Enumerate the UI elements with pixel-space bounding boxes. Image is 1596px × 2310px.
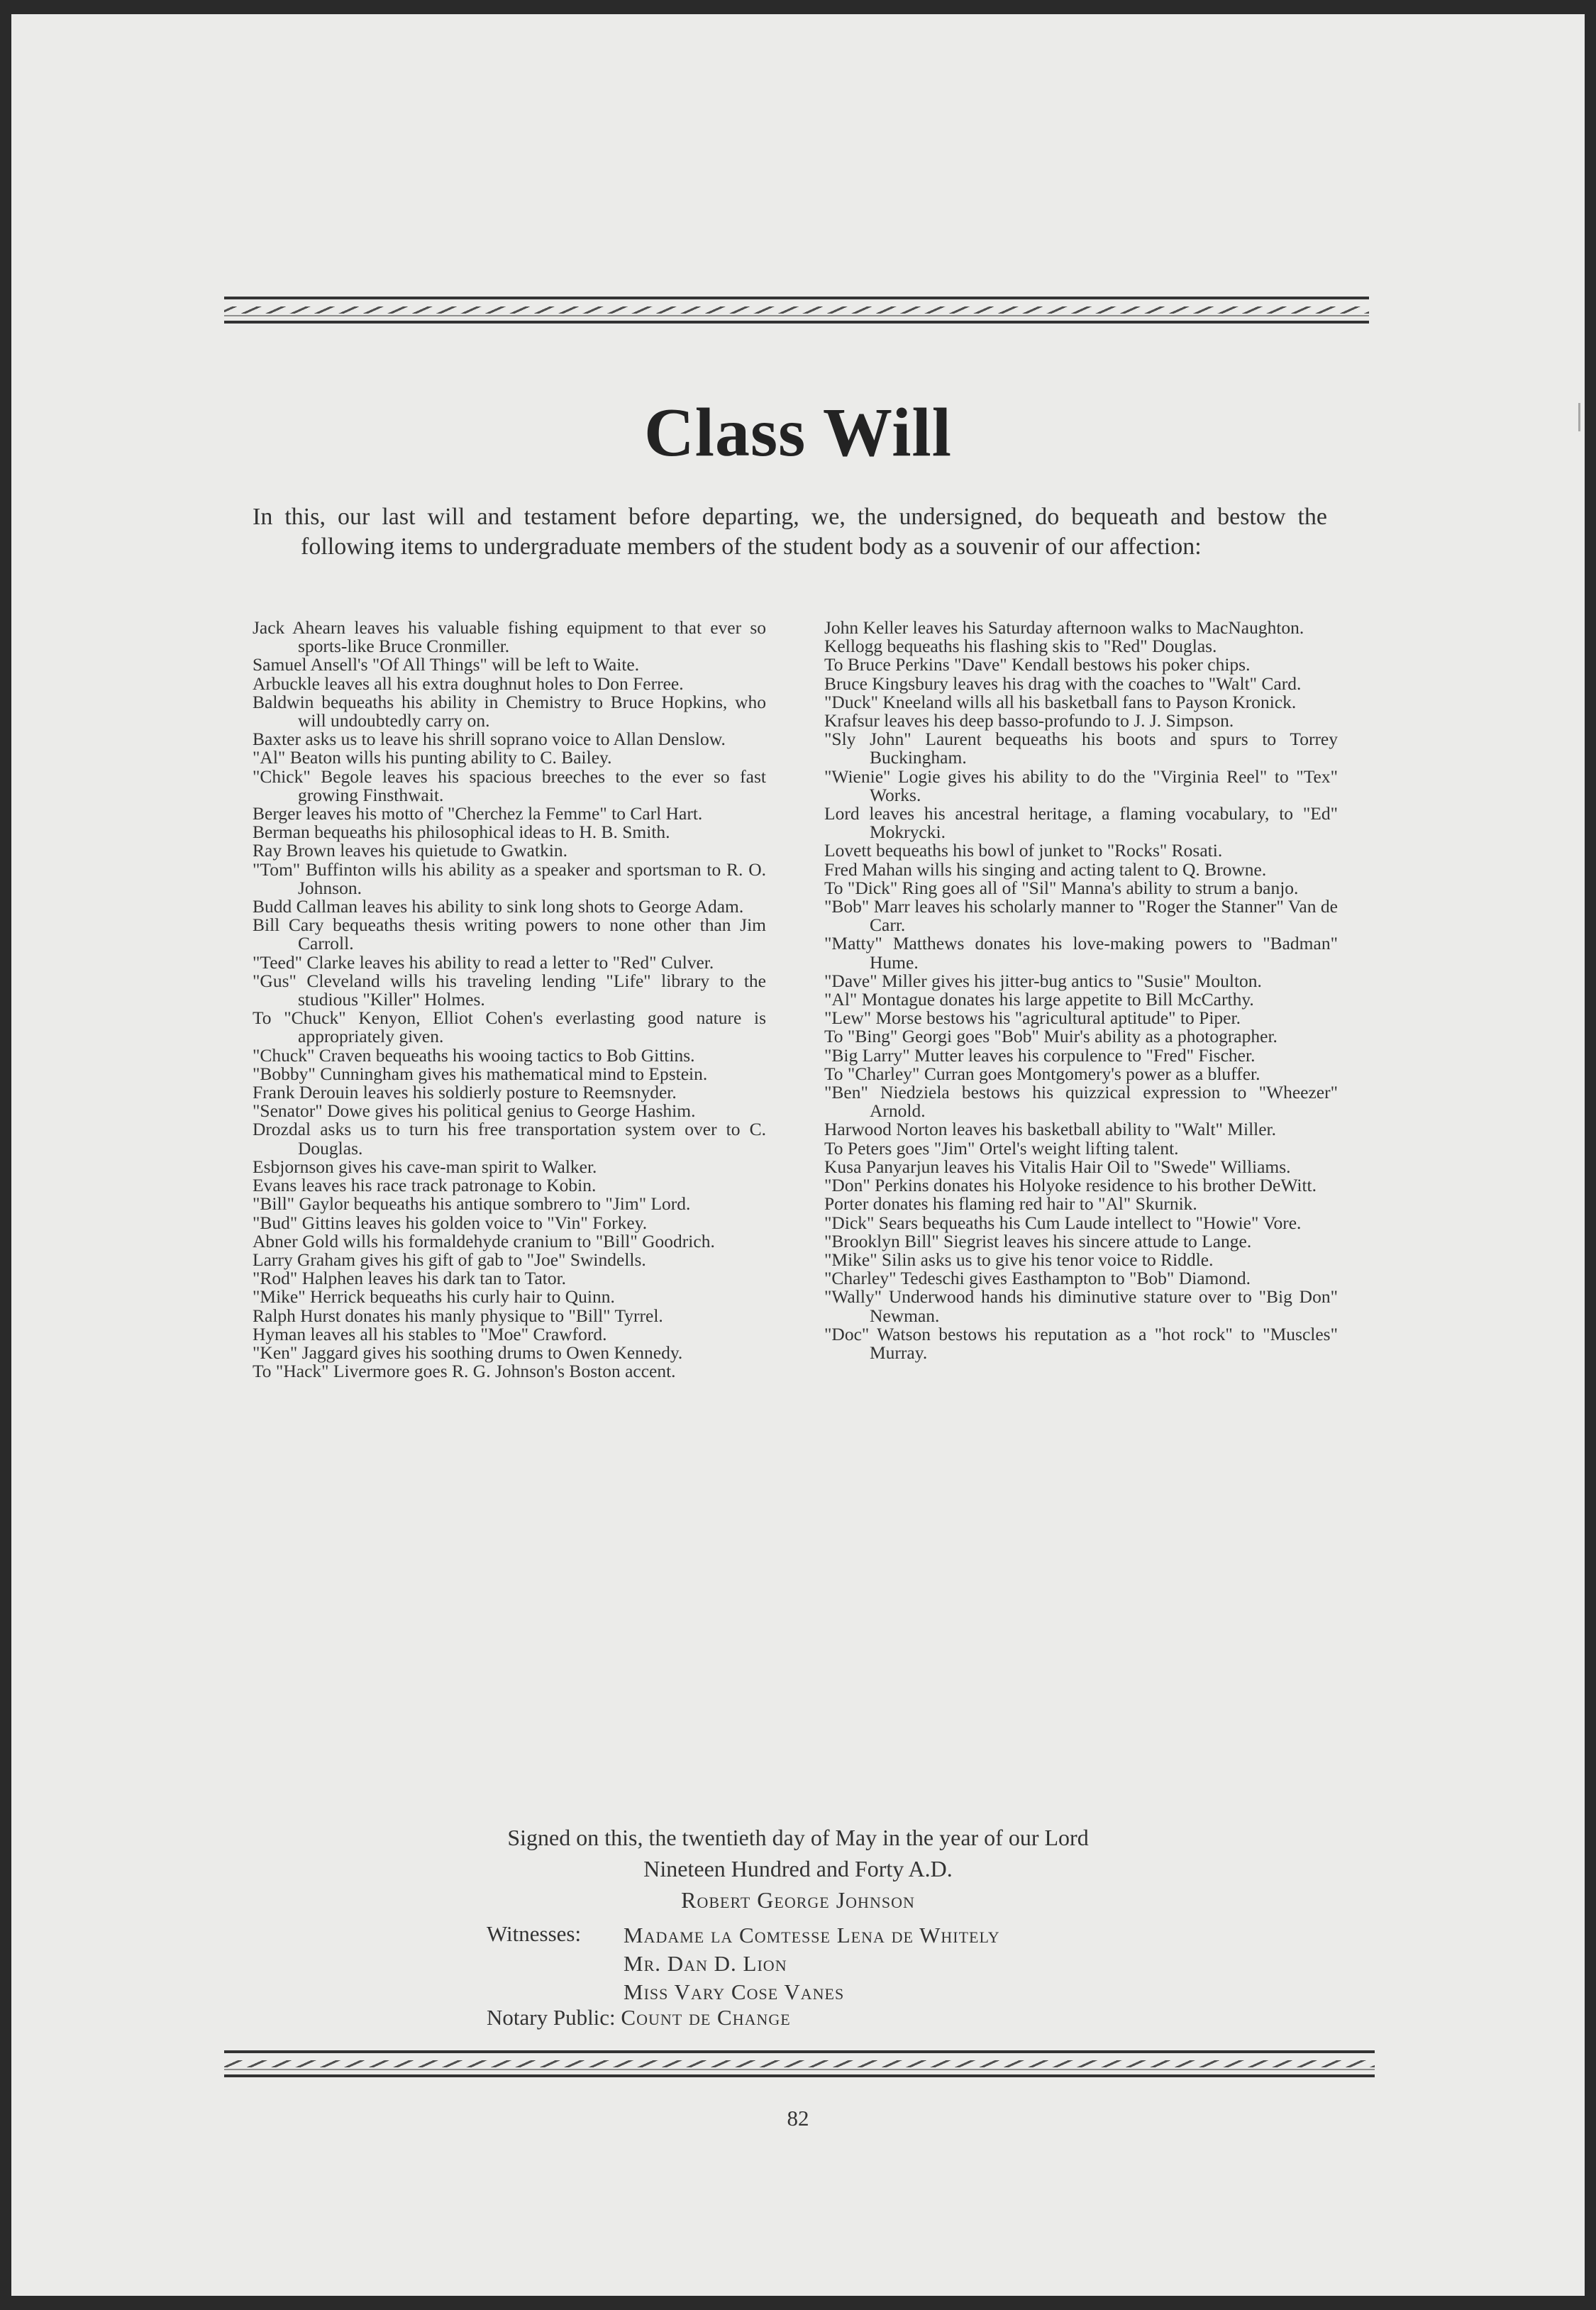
bequest-entry: Lovett bequeaths his bowl of junket to "Rocks" Rosati.	[824, 840, 1223, 861]
bequest-entry: "Ken" Jaggard gives his soothing drums to Owen Kennedy.	[253, 1342, 683, 1363]
bequest-entry: "Mike" Silin asks us to give his tenor voice to Riddle.	[824, 1249, 1214, 1270]
bequest-entry: Larry Graham gives his gift of gab to "Joe" Swindells.	[253, 1249, 646, 1270]
bequest-entry: To "Chuck" Kenyon, Elliot Cohen's everlasting good nature is appropriately given.	[253, 1007, 766, 1047]
bequest-entry: "Bud" Gittins leaves his golden voice to "Vin" Forkey.	[253, 1212, 648, 1233]
bequest-entry: "Lew" Morse bestows his "agricultural aptitude" to Piper.	[824, 1007, 1241, 1029]
bequest-entry: Berger leaves his motto of "Cherchez la Femme" to Carl Hart.	[253, 803, 703, 824]
bequest-entry: Drozdal asks us to turn his free transportation system over to C. Douglas.	[253, 1119, 766, 1159]
bequest-entry: Frank Derouin leaves his soldierly posture to Reemsnyder.	[253, 1082, 677, 1103]
bottom-rule-wave	[224, 2060, 1375, 2067]
bequest-entry: Porter donates his flaming red hair to "Al" Skurnik.	[824, 1193, 1197, 1215]
bequest-entry: To "Charley" Curran goes Montgomery's power as a bluffer.	[824, 1063, 1260, 1084]
top-rule-line	[224, 315, 1369, 316]
bequest-entry: "Tom" Buffinton wills his ability as a speaker and sportsman to R. O. Johnson.	[253, 858, 766, 898]
margin-mark	[1578, 403, 1580, 431]
bequest-entry: Berman bequeaths his philosophical ideas to H. B. Smith.	[253, 822, 670, 843]
signature-block	[11, 1822, 1585, 1916]
top-decorative-rule	[224, 297, 1369, 324]
bequests-left-column	[253, 619, 766, 1381]
signature-year-line: Nineteen Hundred and Forty A.D.	[643, 1856, 953, 1881]
witnesses-label: Witnesses:	[487, 1921, 582, 1946]
signature-date-line: Signed on this, the twentieth day of May in the year of our Lord	[507, 1825, 1089, 1850]
bequests-right-column	[824, 619, 1338, 1362]
bequest-entry: "Bob" Marr leaves his scholarly manner to "Roger the Stanner" Van de Carr.	[824, 896, 1338, 936]
bequest-entry: Hyman leaves all his stables to "Moe" Crawford.	[253, 1323, 607, 1344]
bequest-entry: "Senator" Dowe gives his political genius to George Hashim.	[253, 1100, 696, 1122]
bequest-entry: Krafsur leaves his deep basso-profundo to J. J. Simpson.	[824, 710, 1234, 731]
bequest-entry: Arbuckle leaves all his extra doughnut holes to Don Ferree.	[253, 673, 684, 694]
bequest-entry: Ralph Hurst donates his manly physique to "Bill" Tyrrel.	[253, 1305, 663, 1326]
bequest-entry: "Chick" Begole leaves his spacious breeches to the ever so fast growing Finsthwait.	[253, 766, 766, 805]
bequest-entry: Samuel Ansell's "Of All Things" will be left to Waite.	[253, 654, 640, 675]
bequest-entry: Bill Cary bequeaths thesis writing powers to none other than Jim Carroll.	[253, 914, 766, 954]
bequest-entry: "Ben" Niedziela bestows his quizzical expression to "Wheezer" Arnold.	[824, 1082, 1338, 1122]
signer-name: Robert George Johnson	[681, 1887, 915, 1913]
bequest-entry: Bruce Kingsbury leaves his drag with the coaches to "Walt" Card.	[824, 673, 1302, 694]
bequest-entry: Ray Brown leaves his quietude to Gwatkin.	[253, 840, 568, 861]
bequest-entry: Harwood Norton leaves his basketball ability to "Walt" Miller.	[824, 1119, 1277, 1140]
bequest-entry: To Peters goes "Jim" Ortel's weight lifting talent.	[824, 1137, 1179, 1159]
bequest-entry: Jack Ahearn leaves his valuable fishing equipment to that ever so sports-like Bruce Cronmiller.	[253, 617, 766, 657]
witness-name: Madame la Comtesse Lena de Whitely	[624, 1923, 1000, 1947]
bequest-entry: Kusa Panyarjun leaves his Vitalis Hair Oil to "Swede" Williams.	[824, 1156, 1291, 1177]
bequest-entry: Baxter asks us to leave his shrill soprano voice to Allan Denslow.	[253, 729, 726, 750]
bequest-entry: "Dave" Miller gives his jitter-bug antics to "Susie" Moulton.	[824, 970, 1262, 991]
bequest-entry: "Bill" Gaylor bequeaths his antique sombrero to "Jim" Lord.	[253, 1193, 691, 1215]
witness-names	[624, 1921, 1000, 2006]
notary-label: Notary Public:	[487, 2005, 616, 2030]
bequest-entry: "Al" Montague donates his large appetite to Bill McCarthy.	[824, 989, 1254, 1010]
witness-name: Miss Vary Cose Vanes	[624, 1979, 845, 2004]
bequest-entry: "Duck" Kneeland wills all his basketball fans to Payson Kronick.	[824, 691, 1297, 712]
bequest-entry: Evans leaves his race track patronage to Kobin.	[253, 1175, 597, 1196]
notary-name: Count de Change	[621, 2005, 791, 2030]
bequest-entry: John Keller leaves his Saturday afternoon walks to MacNaughton.	[824, 617, 1304, 638]
bequest-entry: "Wally" Underwood hands his diminutive stature over to "Big Don" Newman.	[824, 1286, 1338, 1326]
bequest-entry: "Big Larry" Mutter leaves his corpulence to "Fred" Fischer.	[824, 1044, 1256, 1066]
bequest-entry: Lord leaves his ancestral heritage, a flaming vocabulary, to "Ed" Mokrycki.	[824, 803, 1338, 843]
bequest-entry: "Rod" Halphen leaves his dark tan to Tator.	[253, 1268, 567, 1289]
bequest-entry: Budd Callman leaves his ability to sink long shots to George Adam.	[253, 896, 744, 917]
bequest-entry: Esbjornson gives his cave-man spirit to Walker.	[253, 1156, 597, 1177]
witness-name: Mr. Dan D. Lion	[624, 1951, 787, 1976]
bequest-entry: "Dick" Sears bequeaths his Cum Laude intellect to "Howie" Vore.	[824, 1212, 1302, 1233]
bequest-entry: Fred Mahan wills his singing and acting talent to Q. Browne.	[824, 858, 1267, 880]
bequest-entry: "Brooklyn Bill" Siegrist leaves his sincere attude to Lange.	[824, 1230, 1252, 1251]
intro-paragraph: In this, our last will and testament before departing, we, the undersigned, do bequeath and bestow the following items to undergraduate members of the student body as a souvenir of our affection:	[253, 504, 1327, 560]
bottom-rule-line	[224, 2069, 1375, 2070]
bequest-entry: To "Dick" Ring goes all of "Sil" Manna's ability to strum a banjo.	[824, 877, 1299, 898]
bequest-entry: "Mike" Herrick bequeaths his curly hair to Quinn.	[253, 1286, 615, 1308]
bequest-entry: To "Bing" Georgi goes "Bob" Muir's ability as a photographer.	[824, 1026, 1278, 1047]
bequest-entry: "Gus" Cleveland wills his traveling lending "Life" library to the studious "Killer" Holmes.	[253, 970, 766, 1010]
bequest-entry: "Wienie" Logie gives his ability to do the "Virginia Reel" to "Tex" Works.	[824, 766, 1338, 805]
bequest-entry: "Doc" Watson bestows his reputation as a "hot rock" to "Muscles" Murray.	[824, 1323, 1338, 1363]
witnesses-block	[487, 1921, 1000, 2006]
bequest-entry: "Chuck" Craven bequeaths his wooing tactics to Bob Gittins.	[253, 1044, 695, 1066]
bequest-entry: Baldwin bequeaths his ability in Chemistry to Bruce Hopkins, who will undoubtedly carry on.	[253, 691, 766, 731]
bequest-entry: "Charley" Tedeschi gives Easthampton to "Bob" Diamond.	[824, 1268, 1251, 1289]
bequest-entry: "Matty" Matthews donates his love-making powers to "Badman" Hume.	[824, 933, 1338, 973]
document-page	[11, 14, 1585, 2296]
bequest-entry: Kellogg bequeaths his flashing skis to "Red" Douglas.	[824, 636, 1217, 657]
bequest-entry: To "Hack" Livermore goes R. G. Johnson's Boston accent.	[253, 1361, 676, 1382]
bequest-entry: "Sly John" Laurent bequeaths his boots and spurs to Torrey Buckingham.	[824, 729, 1338, 768]
top-rule-wave	[224, 306, 1369, 314]
page-title: Class Will	[644, 394, 952, 471]
bequest-entry: To Bruce Perkins "Dave" Kendall bestows his poker chips.	[824, 654, 1251, 675]
bequest-entry: "Teed" Clarke leaves his ability to read a letter to "Red" Culver.	[253, 951, 714, 973]
notary-line	[487, 2005, 791, 2030]
bottom-decorative-rule	[224, 2050, 1375, 2077]
page-number: 82	[787, 2106, 809, 2131]
bequest-entry: "Bobby" Cunningham gives his mathematical mind to Epstein.	[253, 1063, 708, 1084]
bequest-entry: "Al" Beaton wills his punting ability to C. Bailey.	[253, 747, 612, 768]
bequest-entry: "Don" Perkins donates his Holyoke residence to his brother DeWitt.	[824, 1175, 1317, 1196]
bequest-entry: Abner Gold wills his formaldehyde cranium to "Bill" Goodrich.	[253, 1230, 715, 1251]
